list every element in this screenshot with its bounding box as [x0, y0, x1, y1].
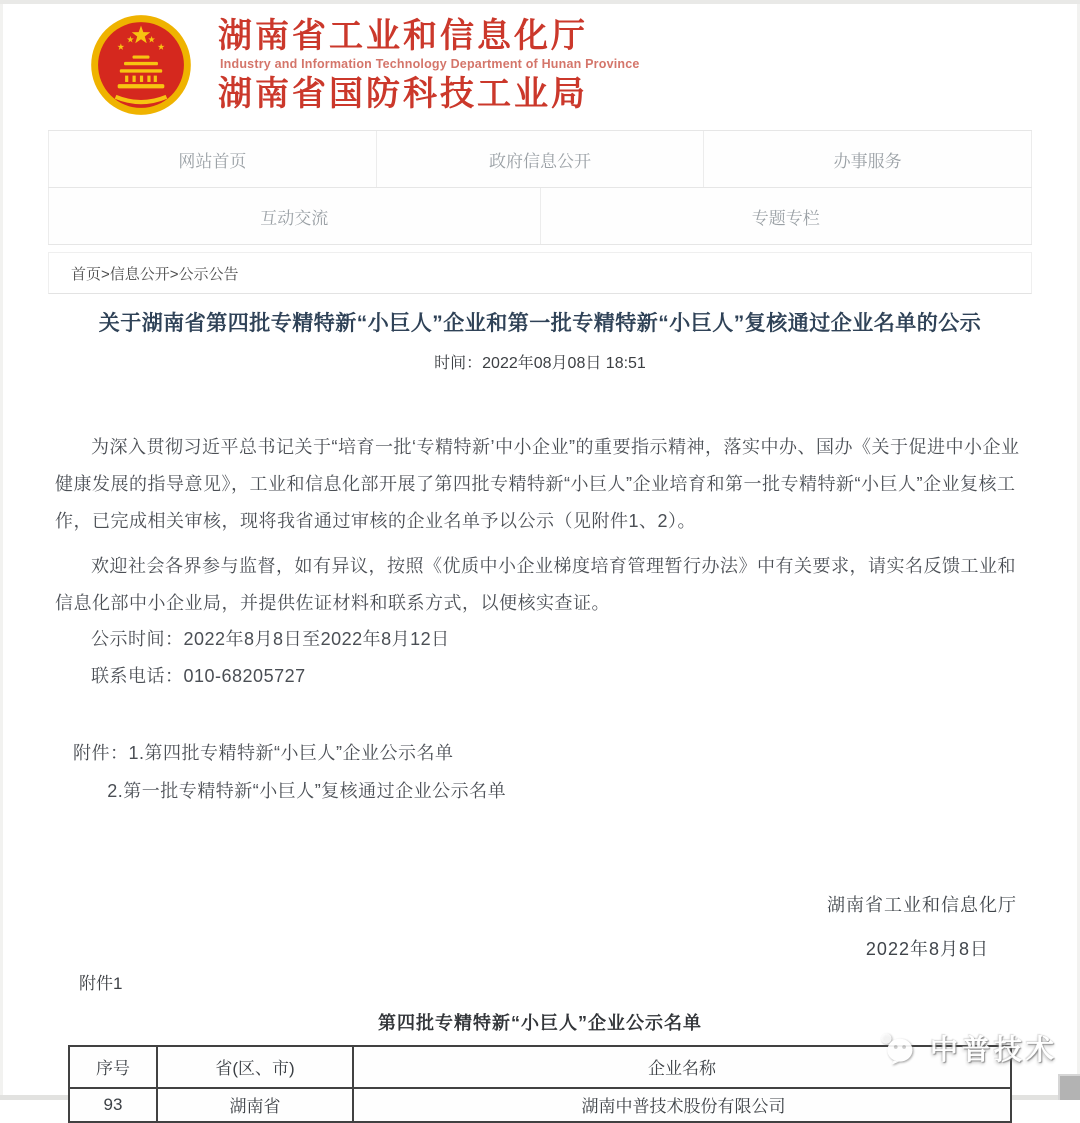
- publicity-period: 公示时间：2022年8月8日至2022年8月12日: [91, 629, 450, 650]
- attachment-item-2: 2.第一批专精特新“小巨人”复核通过企业公示名单: [107, 781, 507, 802]
- org-title-line2: 湖南省国防科技工业局: [218, 74, 588, 113]
- org-titles: [218, 19, 640, 111]
- breadcrumb[interactable]: 首页>信息公开>公示公告: [48, 252, 1032, 294]
- table-title: 第四批专精特新“小巨人”企业公示名单: [378, 1012, 702, 1033]
- article: [0, 307, 1080, 1123]
- publish-time: 时间：2022年08月08日 18:51: [434, 355, 646, 372]
- signature-date: 2022年8月8日: [865, 938, 989, 959]
- annex-label: 附件1: [79, 973, 123, 993]
- paragraph-2: 欢迎社会各界参与监督，如有异议，按照《优质中小企业梯度培育管理暂行办法》中有关要求，请实名反馈工业和信息化部中小企业局，并提供佐证材料和联系方式，以便核实查证。: [55, 555, 1016, 613]
- nav-item-home[interactable]: 网站首页: [48, 131, 377, 187]
- col-header-company: 企业名称: [353, 1046, 1011, 1088]
- nav-row-2: [48, 188, 1032, 245]
- nav-item-gov-info[interactable]: 政府信息公开: [377, 131, 705, 187]
- company-table: [68, 1045, 1012, 1123]
- contact-phone: 联系电话：010-68205727: [91, 666, 306, 687]
- paragraph-1: 为深入贯彻习近平总书记关于“培育一批‘专精特新’中小企业”的重要指示精神，落实中办、国办《关于促进中小企业健康发展的指导意见》，工业和信息化部开展了第四批专精特新“小巨人”企业培育和第一批专精特新“小巨人”企业复核工作，已完成相关审核，现将我省通过审核的企业名单予以公示（见附件1、2）。: [55, 437, 1020, 531]
- col-header-index: 序号: [69, 1046, 157, 1088]
- signature-block: [55, 891, 1025, 961]
- col-header-province: 省(区、市): [157, 1046, 353, 1088]
- signature-org: 湖南省工业和信息化厅: [827, 894, 1017, 915]
- article-body: [55, 429, 1025, 695]
- cell-company: 湖南中普技术股份有限公司: [353, 1088, 1011, 1122]
- watermark-text: 中普技术: [929, 1034, 1058, 1065]
- nav-item-services[interactable]: 办事服务: [704, 131, 1032, 187]
- nav-item-interaction[interactable]: 互动交流: [48, 188, 541, 244]
- site-header: [0, 0, 1080, 130]
- national-emblem-logo[interactable]: [88, 12, 194, 118]
- table-row: [69, 1088, 1011, 1122]
- cell-index: 93: [69, 1088, 157, 1122]
- org-title-line1: 湖南省工业和信息化厅: [218, 17, 588, 56]
- attachment-item-1: 附件：1.第四批专精特新“小巨人”企业公示名单: [73, 743, 454, 764]
- table-header-row: [69, 1046, 1011, 1088]
- nav-item-special-columns[interactable]: 专题专栏: [541, 188, 1033, 244]
- attachments: [55, 735, 1025, 811]
- scroll-corner-block: [1058, 1074, 1080, 1100]
- page-title: 关于湖南省第四批专精特新“小巨人”企业和第一批专精特新“小巨人”复核通过企业名单的公示: [98, 312, 982, 335]
- cell-province: 湖南省: [157, 1088, 353, 1122]
- main-nav: [48, 130, 1032, 245]
- org-title-english: Industry and Information Technology Department of Hunan Province: [220, 57, 640, 72]
- national-emblem-icon: [88, 12, 194, 118]
- nav-row-1: [48, 131, 1032, 188]
